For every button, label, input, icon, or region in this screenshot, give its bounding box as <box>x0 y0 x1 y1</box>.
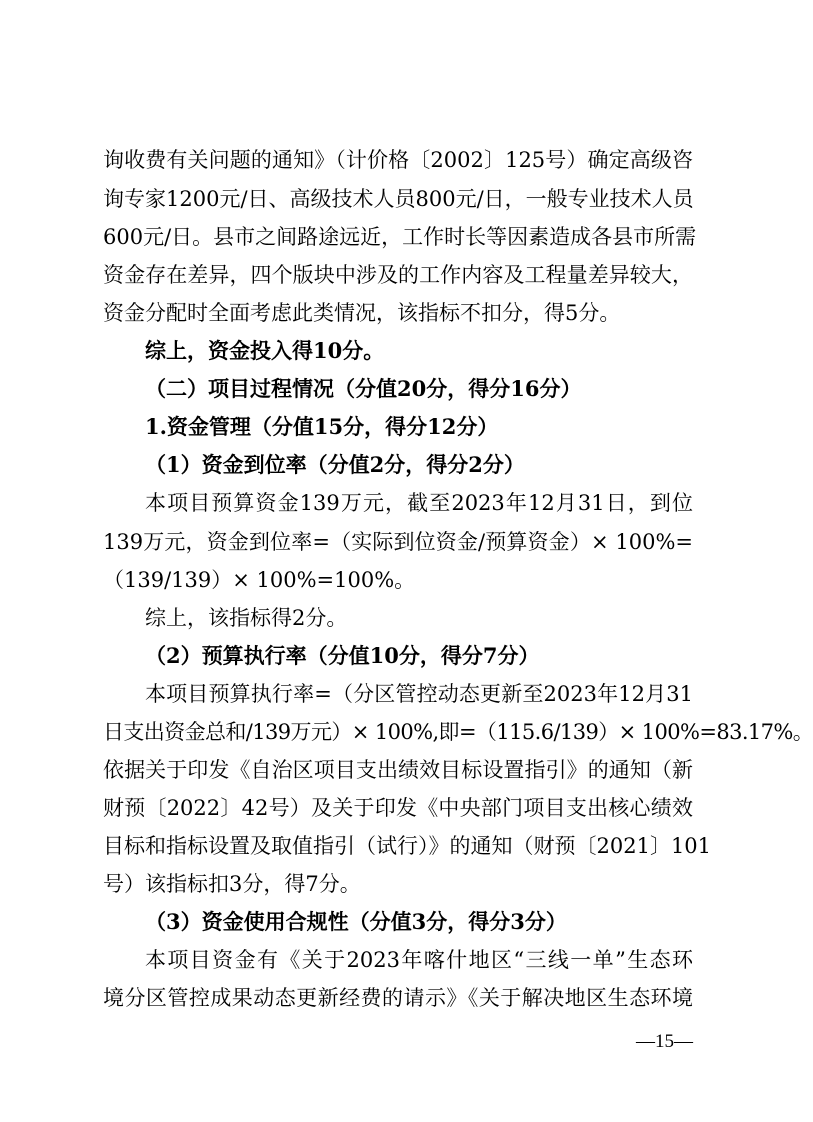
item-heading: （2）预算执行率（分值10分，得分7分） <box>145 643 540 668</box>
body-text-line: 本项目预算执行率=（分区管控动态更新至2023年12月31 <box>145 682 693 706</box>
body-text-line: 询专家1200元/日、高级技术人员800元/日，一般专业技术人员 <box>103 187 694 211</box>
section-heading: （二）项目过程情况（分值20分，得分16分） <box>145 376 582 401</box>
page-number: —15— <box>636 1031 693 1052</box>
body-text-line: 目标和指标设置及取值指引（试行）》的通知（财预〔2021〕101 <box>103 834 712 858</box>
body-text-line: 本项目资金有《关于2023年喀什地区“三线一单”生态环 <box>145 948 693 972</box>
body-text-line: 号）该指标扣3分，得7分。 <box>103 872 361 896</box>
body-text-line: 139万元，资金到位率=（实际到位资金/预算资金）× 100%= <box>103 530 693 554</box>
body-text-line: 本项目预算资金139万元，截至2023年12月31日，到位 <box>145 491 693 515</box>
item-heading: （3）资金使用合规性（分值3分，得分3分） <box>145 909 567 934</box>
item-heading: （1）资金到位率（分值2分，得分2分） <box>145 452 525 477</box>
body-text-line: （139/139）× 100%=100%。 <box>103 568 416 592</box>
subsection-heading: 1.资金管理（分值15分，得分12分） <box>145 414 499 439</box>
body-text-line: 日支出资金总和/139万元）× 100%,即=（115.6/139）× 100%=83.17%。 <box>103 720 813 744</box>
body-text-line: 境分区管控成果动态更新经费的请示》《关于解决地区生态环境 <box>103 986 693 1010</box>
body-text-line: 依据关于印发《自治区项目支出绩效目标设置指引》的通知（新 <box>103 758 693 782</box>
summary-line: 综上，资金投入得10分。 <box>145 338 385 363</box>
body-text-line: 600元/日。县市之间路途远近，工作时长等因素造成各县市所需 <box>103 225 697 249</box>
body-text-line: 资金分配时全面考虑此类情况，该指标不扣分，得5分。 <box>103 301 621 325</box>
body-text-line: 资金存在差异，四个版块中涉及的工作内容及工程量差异较大， <box>103 263 693 287</box>
body-text-line: 询收费有关问题的通知》（计价格〔2002〕125号）确定高级咨 <box>103 148 693 172</box>
body-text-line: 财预〔2022〕42号）及关于印发《中央部门项目支出核心绩效 <box>103 796 693 820</box>
body-text-line: 综上，该指标得2分。 <box>145 606 348 630</box>
